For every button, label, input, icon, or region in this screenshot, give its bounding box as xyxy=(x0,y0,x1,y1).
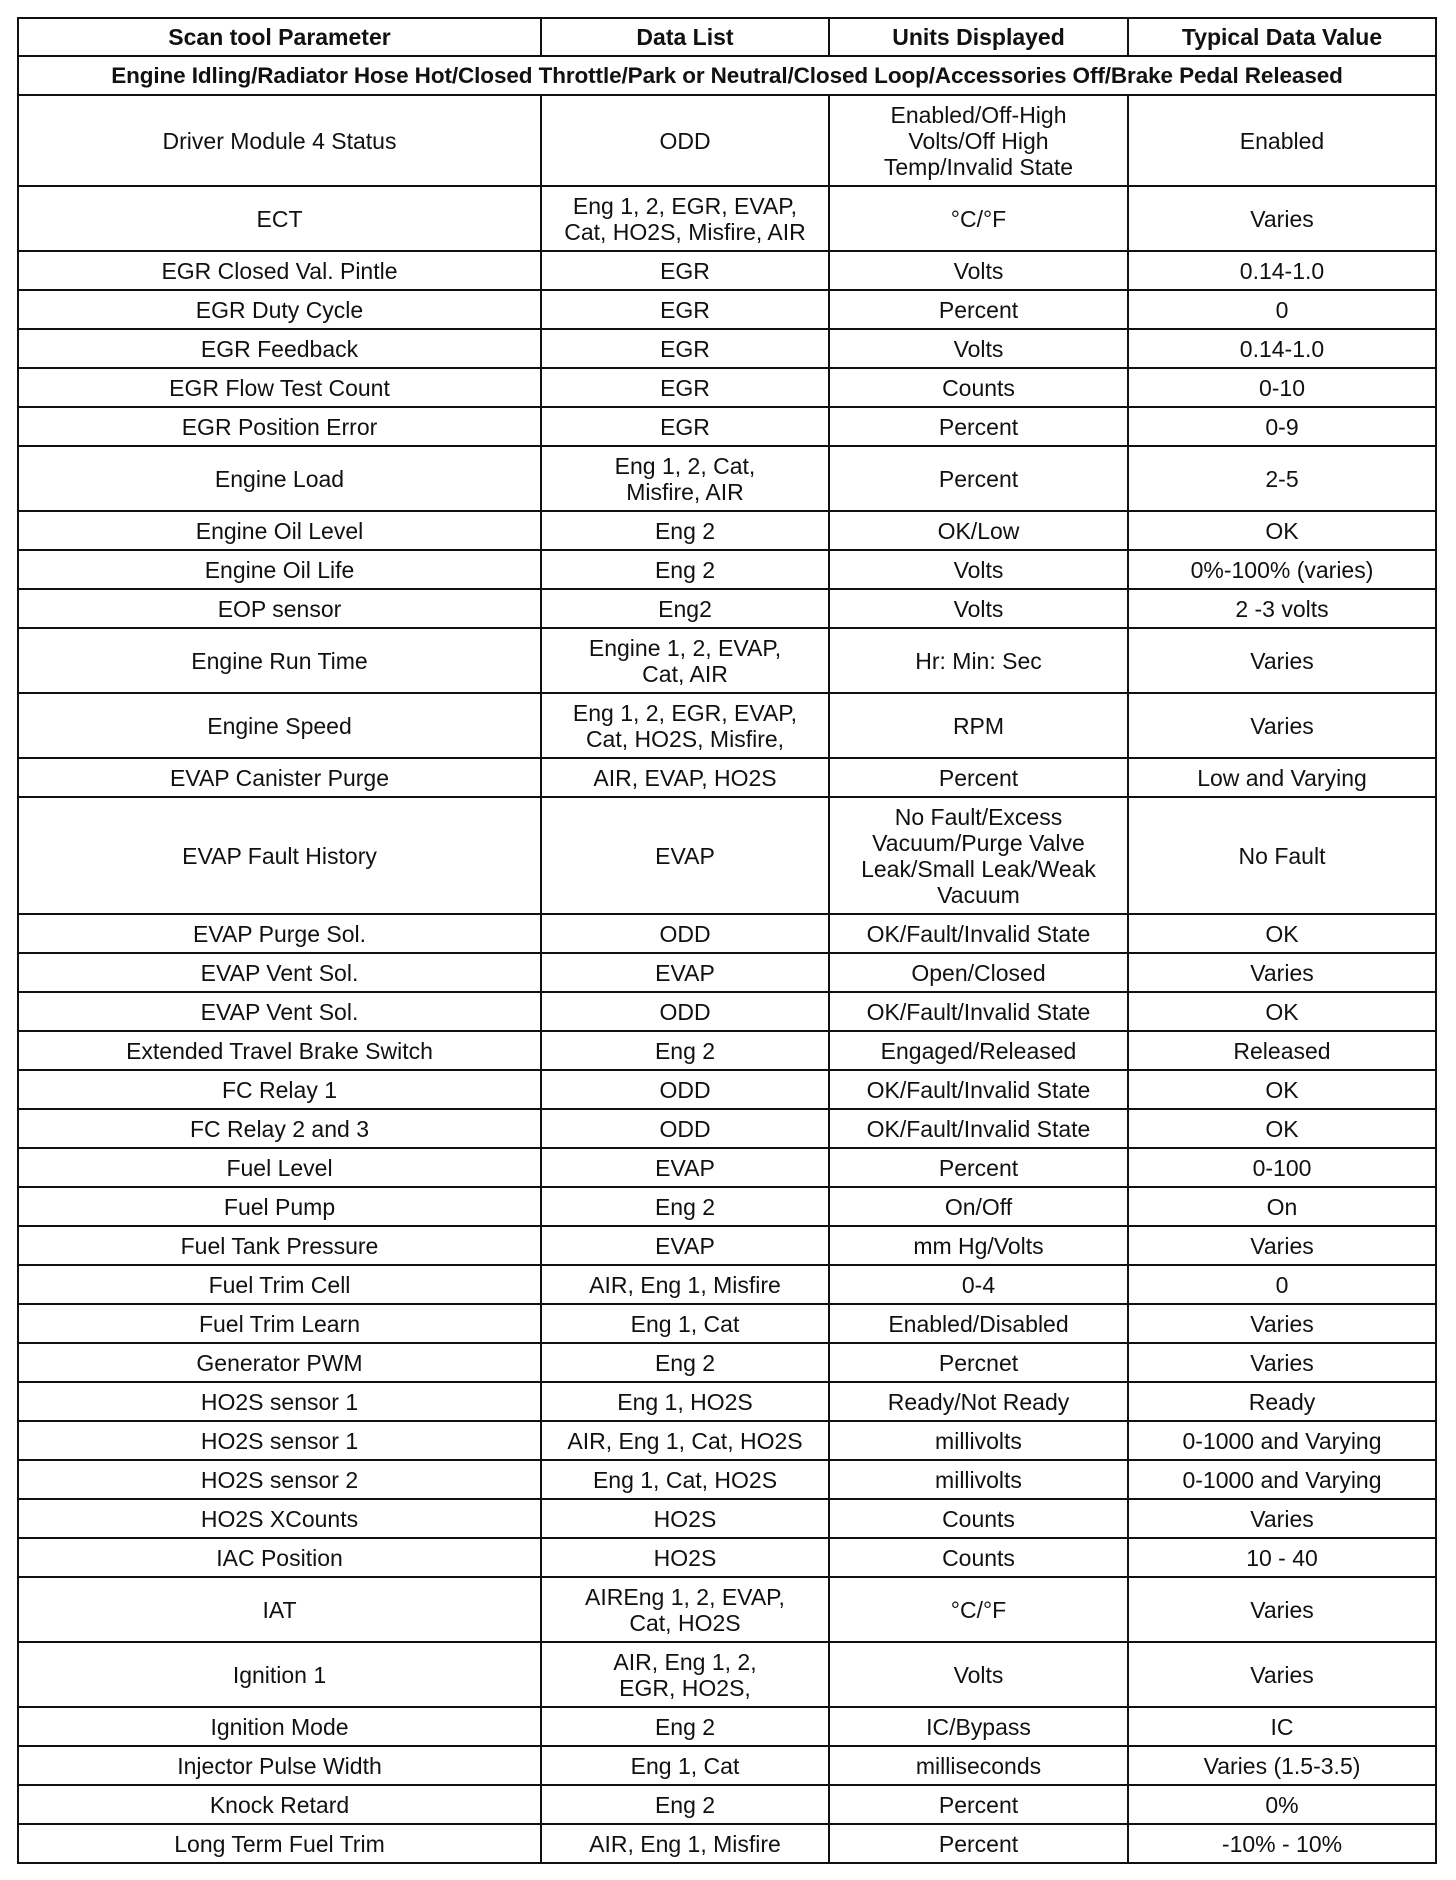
cell-scan-tool-parameter: FC Relay 2 and 3 xyxy=(18,1109,541,1148)
cell-typical-data-value: 0%-100% (varies) xyxy=(1128,550,1436,589)
table-row xyxy=(18,1746,1436,1785)
cell-units-displayed: Percnet xyxy=(829,1343,1128,1382)
cell-data-list: ODD xyxy=(541,1070,829,1109)
table-row xyxy=(18,186,1436,251)
cell-data-list: EGR xyxy=(541,368,829,407)
table-row xyxy=(18,1538,1436,1577)
cell-scan-tool-parameter: Engine Oil Level xyxy=(18,511,541,550)
table-row xyxy=(18,1304,1436,1343)
cell-scan-tool-parameter: FC Relay 1 xyxy=(18,1070,541,1109)
cell-units-displayed: Volts xyxy=(829,1642,1128,1707)
cell-data-list: Eng 1, Cat xyxy=(541,1304,829,1343)
scan-tool-data-table xyxy=(17,17,1437,1864)
cell-data-list: HO2S xyxy=(541,1499,829,1538)
cell-data-list: Engine 1, 2, EVAP, Cat, AIR xyxy=(541,628,829,693)
table-row xyxy=(18,1265,1436,1304)
cell-scan-tool-parameter: EGR Position Error xyxy=(18,407,541,446)
cell-scan-tool-parameter: EVAP Vent Sol. xyxy=(18,992,541,1031)
table-row xyxy=(18,95,1436,186)
cell-data-list: EVAP xyxy=(541,797,829,914)
cell-data-list: Eng 1, 2, EGR, EVAP, Cat, HO2S, Misfire, AIR xyxy=(541,186,829,251)
cell-units-displayed: Percent xyxy=(829,758,1128,797)
cell-data-list: Eng 1, 2, EGR, EVAP, Cat, HO2S, Misfire, xyxy=(541,693,829,758)
cell-typical-data-value: Varies xyxy=(1128,1642,1436,1707)
cell-typical-data-value: 0-1000 and Varying xyxy=(1128,1460,1436,1499)
cell-data-list: Eng 1, HO2S xyxy=(541,1382,829,1421)
cell-typical-data-value: 2 -3 volts xyxy=(1128,589,1436,628)
table-row xyxy=(18,1070,1436,1109)
header-units-displayed: Units Displayed xyxy=(829,18,1128,56)
cell-data-list: AIREng 1, 2, EVAP, Cat, HO2S xyxy=(541,1577,829,1642)
cell-units-displayed: OK/Fault/Invalid State xyxy=(829,992,1128,1031)
cell-typical-data-value: 0.14-1.0 xyxy=(1128,329,1436,368)
table-row xyxy=(18,953,1436,992)
cell-units-displayed: °C/°F xyxy=(829,186,1128,251)
table-row xyxy=(18,1642,1436,1707)
cell-typical-data-value: 0-100 xyxy=(1128,1148,1436,1187)
cell-units-displayed: IC/Bypass xyxy=(829,1707,1128,1746)
table-row xyxy=(18,1824,1436,1863)
cell-typical-data-value: Enabled xyxy=(1128,95,1436,186)
cell-scan-tool-parameter: EOP sensor xyxy=(18,589,541,628)
cell-units-displayed: Percent xyxy=(829,1824,1128,1863)
cell-units-displayed: Open/Closed xyxy=(829,953,1128,992)
cell-units-displayed: Counts xyxy=(829,1538,1128,1577)
cell-data-list: EGR xyxy=(541,290,829,329)
cell-scan-tool-parameter: EGR Duty Cycle xyxy=(18,290,541,329)
table-row xyxy=(18,329,1436,368)
cell-typical-data-value: Varies xyxy=(1128,1304,1436,1343)
cell-units-displayed: No Fault/Excess Vacuum/Purge Valve Leak/Small Leak/Weak Vacuum xyxy=(829,797,1128,914)
cell-data-list: Eng 2 xyxy=(541,1785,829,1824)
cell-typical-data-value: Low and Varying xyxy=(1128,758,1436,797)
cell-typical-data-value: OK xyxy=(1128,1109,1436,1148)
cell-units-displayed: Volts xyxy=(829,329,1128,368)
table-row xyxy=(18,1031,1436,1070)
table-row xyxy=(18,1148,1436,1187)
cell-units-displayed: Percent xyxy=(829,407,1128,446)
cell-typical-data-value: Varies xyxy=(1128,628,1436,693)
cell-typical-data-value: -10% - 10% xyxy=(1128,1824,1436,1863)
cell-scan-tool-parameter: Injector Pulse Width xyxy=(18,1746,541,1785)
cell-scan-tool-parameter: Ignition 1 xyxy=(18,1642,541,1707)
cell-data-list: Eng 1, Cat, HO2S xyxy=(541,1460,829,1499)
cell-data-list: ODD xyxy=(541,1109,829,1148)
cell-data-list: ODD xyxy=(541,992,829,1031)
cell-typical-data-value: Varies xyxy=(1128,1226,1436,1265)
cell-units-displayed: Percent xyxy=(829,1785,1128,1824)
cell-scan-tool-parameter: EGR Feedback xyxy=(18,329,541,368)
cell-typical-data-value: OK xyxy=(1128,992,1436,1031)
table-row xyxy=(18,446,1436,511)
cell-data-list: Eng 1, Cat xyxy=(541,1746,829,1785)
cell-scan-tool-parameter: Engine Oil Life xyxy=(18,550,541,589)
table-row xyxy=(18,1707,1436,1746)
cell-scan-tool-parameter: HO2S sensor 1 xyxy=(18,1382,541,1421)
cell-scan-tool-parameter: EGR Flow Test Count xyxy=(18,368,541,407)
table-row xyxy=(18,251,1436,290)
cell-units-displayed: °C/°F xyxy=(829,1577,1128,1642)
cell-scan-tool-parameter: Fuel Tank Pressure xyxy=(18,1226,541,1265)
cell-typical-data-value: Varies xyxy=(1128,1343,1436,1382)
cell-typical-data-value: 0.14-1.0 xyxy=(1128,251,1436,290)
cell-data-list: EVAP xyxy=(541,1226,829,1265)
cell-scan-tool-parameter: Fuel Level xyxy=(18,1148,541,1187)
table-row xyxy=(18,1421,1436,1460)
table-row xyxy=(18,1343,1436,1382)
cell-data-list: Eng 1, 2, Cat, Misfire, AIR xyxy=(541,446,829,511)
cell-data-list: ODD xyxy=(541,95,829,186)
table-row xyxy=(18,628,1436,693)
table-row xyxy=(18,1109,1436,1148)
cell-data-list: Eng 2 xyxy=(541,511,829,550)
cell-typical-data-value: 0-1000 and Varying xyxy=(1128,1421,1436,1460)
cell-units-displayed: OK/Fault/Invalid State xyxy=(829,1109,1128,1148)
cell-typical-data-value: Varies xyxy=(1128,953,1436,992)
cell-typical-data-value: 0-9 xyxy=(1128,407,1436,446)
cell-scan-tool-parameter: Driver Module 4 Status xyxy=(18,95,541,186)
cell-typical-data-value: No Fault xyxy=(1128,797,1436,914)
cell-scan-tool-parameter: Fuel Trim Learn xyxy=(18,1304,541,1343)
cell-scan-tool-parameter: Ignition Mode xyxy=(18,1707,541,1746)
table-row xyxy=(18,368,1436,407)
table-row xyxy=(18,290,1436,329)
cell-typical-data-value: 0% xyxy=(1128,1785,1436,1824)
header-scan-tool-parameter: Scan tool Parameter xyxy=(18,18,541,56)
cell-scan-tool-parameter: Extended Travel Brake Switch xyxy=(18,1031,541,1070)
cell-data-list: Eng 2 xyxy=(541,1187,829,1226)
cell-typical-data-value: 0 xyxy=(1128,1265,1436,1304)
cell-typical-data-value: 0-10 xyxy=(1128,368,1436,407)
cell-data-list: AIR, Eng 1, Misfire xyxy=(541,1824,829,1863)
cell-scan-tool-parameter: EVAP Vent Sol. xyxy=(18,953,541,992)
cell-units-displayed: Volts xyxy=(829,550,1128,589)
cell-data-list: EGR xyxy=(541,407,829,446)
cell-units-displayed: OK/Fault/Invalid State xyxy=(829,1070,1128,1109)
cell-scan-tool-parameter: Long Term Fuel Trim xyxy=(18,1824,541,1863)
cell-scan-tool-parameter: Engine Load xyxy=(18,446,541,511)
table-row xyxy=(18,1577,1436,1642)
cell-data-list: Eng 2 xyxy=(541,1343,829,1382)
cell-data-list: Eng2 xyxy=(541,589,829,628)
cell-typical-data-value: Varies xyxy=(1128,1499,1436,1538)
table-row xyxy=(18,693,1436,758)
condition-row xyxy=(18,56,1436,95)
cell-units-displayed: Counts xyxy=(829,1499,1128,1538)
cell-typical-data-value: Released xyxy=(1128,1031,1436,1070)
table-row xyxy=(18,511,1436,550)
cell-units-displayed: On/Off xyxy=(829,1187,1128,1226)
cell-units-displayed: mm Hg/Volts xyxy=(829,1226,1128,1265)
cell-typical-data-value: OK xyxy=(1128,914,1436,953)
cell-units-displayed: 0-4 xyxy=(829,1265,1128,1304)
cell-units-displayed: RPM xyxy=(829,693,1128,758)
cell-typical-data-value: 10 - 40 xyxy=(1128,1538,1436,1577)
header-data-list: Data List xyxy=(541,18,829,56)
cell-scan-tool-parameter: HO2S sensor 2 xyxy=(18,1460,541,1499)
cell-data-list: EVAP xyxy=(541,953,829,992)
table-row xyxy=(18,758,1436,797)
cell-typical-data-value: Ready xyxy=(1128,1382,1436,1421)
cell-scan-tool-parameter: ECT xyxy=(18,186,541,251)
cell-data-list: EGR xyxy=(541,329,829,368)
cell-units-displayed: OK/Fault/Invalid State xyxy=(829,914,1128,953)
table-row xyxy=(18,550,1436,589)
cell-units-displayed: Volts xyxy=(829,589,1128,628)
cell-units-displayed: Percent xyxy=(829,446,1128,511)
cell-data-list: Eng 2 xyxy=(541,550,829,589)
cell-scan-tool-parameter: HO2S XCounts xyxy=(18,1499,541,1538)
cell-typical-data-value: OK xyxy=(1128,511,1436,550)
cell-data-list: AIR, EVAP, HO2S xyxy=(541,758,829,797)
cell-scan-tool-parameter: EVAP Purge Sol. xyxy=(18,914,541,953)
cell-scan-tool-parameter: HO2S sensor 1 xyxy=(18,1421,541,1460)
cell-scan-tool-parameter: IAT xyxy=(18,1577,541,1642)
cell-typical-data-value: OK xyxy=(1128,1070,1436,1109)
table-row xyxy=(18,1785,1436,1824)
cell-scan-tool-parameter: IAC Position xyxy=(18,1538,541,1577)
table-row xyxy=(18,589,1436,628)
cell-typical-data-value: On xyxy=(1128,1187,1436,1226)
table-row xyxy=(18,1187,1436,1226)
cell-units-displayed: Counts xyxy=(829,368,1128,407)
cell-scan-tool-parameter: EVAP Canister Purge xyxy=(18,758,541,797)
cell-scan-tool-parameter: EVAP Fault History xyxy=(18,797,541,914)
table-row xyxy=(18,1499,1436,1538)
cell-typical-data-value: Varies xyxy=(1128,186,1436,251)
cell-units-displayed: milliseconds xyxy=(829,1746,1128,1785)
cell-scan-tool-parameter: Engine Speed xyxy=(18,693,541,758)
table-row xyxy=(18,1382,1436,1421)
cell-data-list: EVAP xyxy=(541,1148,829,1187)
test-conditions: Engine Idling/Radiator Hose Hot/Closed Throttle/Park or Neutral/Closed Loop/Accessories Off/Brake Pedal Released xyxy=(18,56,1436,95)
cell-data-list: ODD xyxy=(541,914,829,953)
cell-data-list: Eng 2 xyxy=(541,1707,829,1746)
cell-units-displayed: Engaged/Released xyxy=(829,1031,1128,1070)
cell-data-list: AIR, Eng 1, 2, EGR, HO2S, xyxy=(541,1642,829,1707)
header-typical-data-value: Typical Data Value xyxy=(1128,18,1436,56)
cell-units-displayed: millivolts xyxy=(829,1460,1128,1499)
cell-units-displayed: Enabled/Off-High Volts/Off High Temp/Invalid State xyxy=(829,95,1128,186)
cell-typical-data-value: IC xyxy=(1128,1707,1436,1746)
cell-units-displayed: Ready/Not Ready xyxy=(829,1382,1128,1421)
cell-typical-data-value: Varies (1.5-3.5) xyxy=(1128,1746,1436,1785)
cell-typical-data-value: Varies xyxy=(1128,1577,1436,1642)
table-row xyxy=(18,1226,1436,1265)
table-row xyxy=(18,914,1436,953)
cell-data-list: AIR, Eng 1, Misfire xyxy=(541,1265,829,1304)
table-row xyxy=(18,797,1436,914)
cell-data-list: HO2S xyxy=(541,1538,829,1577)
cell-units-displayed: Percent xyxy=(829,290,1128,329)
cell-units-displayed: Volts xyxy=(829,251,1128,290)
cell-data-list: EGR xyxy=(541,251,829,290)
cell-units-displayed: OK/Low xyxy=(829,511,1128,550)
cell-data-list: Eng 2 xyxy=(541,1031,829,1070)
cell-scan-tool-parameter: Fuel Trim Cell xyxy=(18,1265,541,1304)
header-row xyxy=(18,18,1436,56)
cell-typical-data-value: 2-5 xyxy=(1128,446,1436,511)
table-row xyxy=(18,992,1436,1031)
cell-typical-data-value: Varies xyxy=(1128,693,1436,758)
cell-scan-tool-parameter: Knock Retard xyxy=(18,1785,541,1824)
cell-scan-tool-parameter: Generator PWM xyxy=(18,1343,541,1382)
cell-units-displayed: Percent xyxy=(829,1148,1128,1187)
table-row xyxy=(18,1460,1436,1499)
cell-units-displayed: Hr: Min: Sec xyxy=(829,628,1128,693)
cell-typical-data-value: 0 xyxy=(1128,290,1436,329)
cell-scan-tool-parameter: Engine Run Time xyxy=(18,628,541,693)
cell-units-displayed: Enabled/Disabled xyxy=(829,1304,1128,1343)
cell-scan-tool-parameter: EGR Closed Val. Pintle xyxy=(18,251,541,290)
cell-data-list: AIR, Eng 1, Cat, HO2S xyxy=(541,1421,829,1460)
table-row xyxy=(18,407,1436,446)
cell-units-displayed: millivolts xyxy=(829,1421,1128,1460)
cell-scan-tool-parameter: Fuel Pump xyxy=(18,1187,541,1226)
